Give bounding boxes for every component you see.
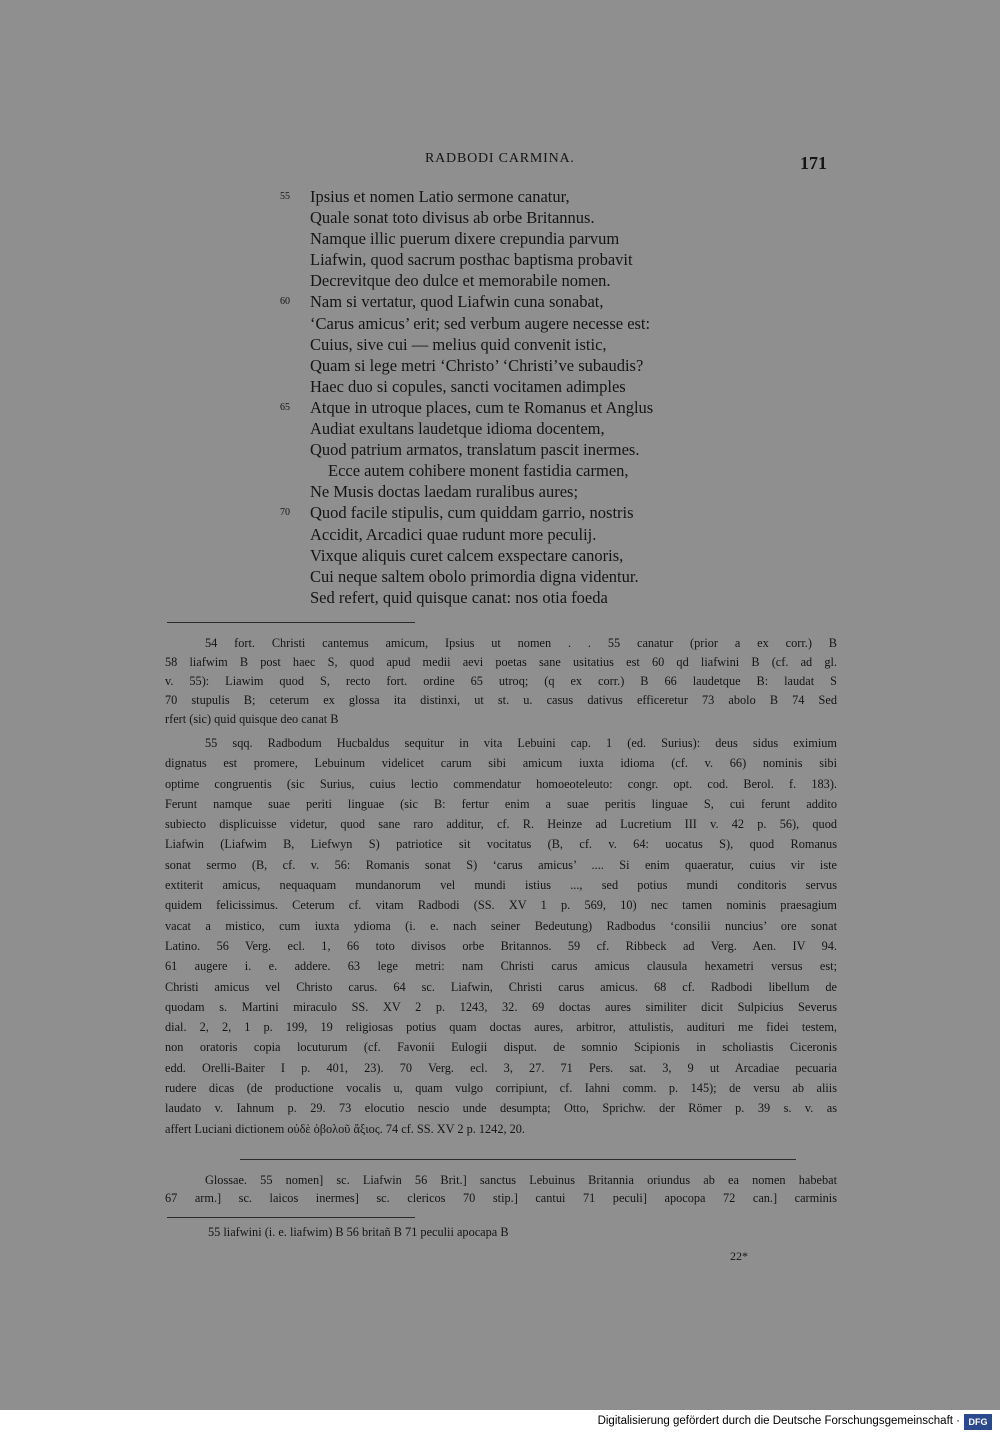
verse-line — [280, 545, 840, 566]
commentary-line: dignatus est promere, Lebuinum videlicet carum sibi amicum iuxta idioma (cf. v. 66) nominis sibi — [165, 756, 837, 771]
signature-mark: 22* — [730, 1249, 748, 1263]
apparatus-rule — [167, 622, 415, 623]
verse-line — [280, 376, 840, 397]
verse-number: 65 — [280, 401, 290, 413]
commentary-line: dial. 2, 2, 1 p. 199, 19 religiosas potius quam doctas aures, arbitror, attulistis, audituri me fidei testem, — [165, 1020, 837, 1035]
verse-line — [280, 270, 840, 291]
commentary-line: laudato v. Iahnum p. 29. 73 elocutio nescio unde desumpta; Otto, Sprichw. der Römer p. 39 s. v. as — [165, 1101, 837, 1116]
verse-number: 60 — [280, 296, 290, 308]
commentary-line: optime congruentis (sic Surius, cuius lectio commendatur homoeoteleuto: congr. opt. cod. Berol. f. 183). — [165, 776, 837, 791]
footer-credit: Digitalisierung gefördert durch die Deutsche Forschungsgemeinschaft · — [597, 1415, 960, 1427]
commentary-line: sonat sermo (B, cf. v. 56: Romanis sonat S) ‘carus amicus’ .... Si enim quaeratur, cuius vir iste — [165, 857, 837, 872]
verse-line — [280, 587, 840, 608]
verse-text: Cui neque saltem obolo primordia digna videntur. — [310, 566, 639, 586]
variants-rule — [167, 1217, 415, 1218]
page-number: 171 — [800, 153, 827, 173]
verse-line — [280, 566, 840, 587]
verse-text: Decrevitque deo dulce et memorabile nomen. — [310, 271, 611, 291]
commentary-line: affert Luciani dictionem οὐδὲ ὀβολοῦ ἄξιος. 74 cf. SS. XV 2 p. 1242, 20. — [165, 1121, 525, 1136]
verse-line — [280, 355, 840, 376]
verse-line — [280, 207, 840, 228]
apparatus-line: v. 55): Liawim quod S, recto fort. ordine 65 utroq; (q ex corr.) B 66 laudetque B: laudat S — [165, 674, 837, 688]
verse-line — [280, 313, 840, 334]
glossae-notes — [165, 1172, 837, 1207]
verse-text: Haec duo si copules, sancti vocitamen adimples — [310, 376, 626, 396]
commentary-line: 55 sqq. Radbodum Hucbaldus sequitur in vita Lebuini cap. 1 (ed. Surius): deus sidus eximium — [205, 736, 837, 750]
commentary-line: Christi amicus vel Christo carus. 64 sc. Liafwin, Christi carus amicus. 68 cf. Radbodi libellum de — [165, 979, 837, 994]
verse-text: Liafwin, quod sacrum posthac baptisma probavit — [310, 250, 633, 270]
commentary-line: subiecto displicuisse videtur, quod sane raro additur, cf. R. Heinze ad Lucretium III v. 42 p. 56), quod — [165, 817, 837, 832]
dfg-logo-icon: DFG — [964, 1414, 992, 1430]
verse-line — [280, 249, 840, 270]
running-title: RADBODI CARMINA. — [425, 151, 575, 166]
commentary-line: Liafwin (Liafwim B, Liefwyn S) patriotice sit vocitatus (B, cf. v. 64: uocatus S), quod Romanus — [165, 837, 837, 852]
poem-text — [280, 186, 840, 608]
verse-text: Ne Musis doctas laedam ruralibus aures; — [310, 482, 579, 502]
verse-line — [280, 439, 840, 460]
commentary-line: vacat a mistico, cum iuxta ydioma (i. e. nach seiner Bedeutung) Radbodus ‘consilii nuncius’ ore sonat — [165, 918, 837, 933]
verse-text: Vixque aliquis curet calcem exspectare canoris, — [310, 545, 624, 565]
verse-text: Quam si lege metri ‘Christo’ ‘Christi’ve subaudis? — [310, 355, 644, 375]
verse-line — [280, 228, 840, 249]
apparatus-line: 58 liafwim B post haec S, quod apud medii aevi poetas sane usitatius est 60 qd liafwini B (cf. ad gl. — [165, 655, 837, 669]
verse-text: Quod facile stipulis, cum quiddam garrio, nostris — [310, 503, 634, 523]
verse-line — [280, 397, 840, 418]
verse-text: Quod patrium armatos, translatum pascit inermes. — [310, 440, 640, 460]
verse-line — [280, 481, 840, 502]
verse-number: 70 — [280, 507, 290, 519]
glossae-line: 67 arm.] sc. laicos inermes] sc. clericos 70 stip.] cantui 71 peculi] apocopa 72 can.] carminis — [165, 1190, 837, 1205]
verse-line — [280, 418, 840, 439]
verse-number: 55 — [280, 191, 290, 202]
commentary-line: rudere dicas (de productione vocalis u, quam vulgo corripiunt, cf. Iahni comm. p. 145); de versu ab aliis — [165, 1081, 837, 1096]
commentary-notes — [165, 733, 837, 1139]
verse-line — [280, 334, 840, 355]
verse-text: Ecce autem cohibere monent fastidia carmen, — [328, 461, 629, 481]
verse-text: Accidit, Arcadici quae rudunt more peculij. — [310, 524, 597, 544]
commentary-line: quodam s. Martini miraculo SS. XV 2 p. 1243, 32. 69 doctas aures similiter dicit Sulpicius Severus — [165, 999, 837, 1014]
verse-line — [280, 524, 840, 545]
variant-readings: 55 liafwini (i. e. liafwim) B 56 britañ B 71 peculii apocapa B — [208, 1225, 509, 1239]
verse-line — [280, 186, 840, 207]
glossae-rule — [240, 1159, 796, 1160]
commentary-line: 61 augere i. e. addere. 63 lege metri: nam Christi carus amicus clausula hexametri versus est; — [165, 959, 837, 974]
verse-text: Audiat exultans laudetque idioma docentem, — [310, 419, 605, 439]
verse-text: Nam si vertatur, quod Liafwin cuna sonabat, — [310, 292, 604, 312]
footer-bar — [0, 1410, 1000, 1434]
apparatus-line: 54 fort. Christi cantemus amicum, Ipsius ut nomen . . 55 canatur (prior a ex corr.) B — [205, 636, 837, 650]
verse-text: Ipsius et nomen Latio sermone canatur, — [310, 187, 570, 206]
verse-text: Quale sonat toto divisus ab orbe Britannus. — [310, 208, 595, 228]
apparatus-line: 70 stupulis B; ceterum ex glossa ita distinxi, ut st. u. casus dativus efficeretur 73 abolo B 74 Sed — [165, 693, 837, 707]
verse-text: Cuius, sive cui — melius quid convenit istic, — [310, 334, 607, 354]
commentary-line: extiterit amicus, nequaquam mundanorum vel mundi istius ..., sed potius mundi conditoris servus — [165, 878, 837, 893]
critical-apparatus — [165, 634, 837, 729]
apparatus-line: rfert (sic) quid quisque deo canat B — [165, 712, 339, 726]
verse-text: ‘Carus amicus’ erit; sed verbum augere necesse est: — [310, 313, 651, 333]
verse-text: Atque in utroque places, cum te Romanus et Anglus — [310, 397, 654, 417]
commentary-line: Ferunt namque suae periti linguae (sic B: fertur enim a suae peritis linguae S, cui ferunt addito — [165, 796, 837, 811]
verse-text: Namque illic puerum dixere crepundia parvum — [310, 229, 620, 249]
commentary-line: non oratoris copia locuturum (cf. Favonii Eulogii disput. de somnio Scipionis in scholiastis Ciceronis — [165, 1040, 837, 1055]
verse-text: Sed refert, quid quisque canat: nos otia foeda — [310, 587, 608, 607]
verse-line — [280, 502, 840, 523]
commentary-line: quidem felicissimus. Ceterum cf. vitam Radbodi (SS. XV 1 p. 569, 10) nec tamen nominis praesagium — [165, 898, 837, 913]
verse-line — [280, 291, 840, 312]
verse-line — [280, 460, 840, 481]
glossae-line: Glossae. 55 nomen] sc. Liafwin 56 Brit.] sanctus Lebuinus Britannia oriundus ab ea nomen habebat — [205, 1173, 837, 1187]
commentary-line: Latino. 56 Verg. ecl. 1, 66 toto divisos orbe Britannos. 59 cf. Ribbeck ad Verg. Aen. IV 94. — [165, 938, 837, 953]
commentary-line: edd. Orelli-Baiter I p. 401, 23). 70 Verg. ecl. 3, 27. 71 Pers. sat. 3, 9 ut Arcadiae pecuaria — [165, 1060, 837, 1075]
